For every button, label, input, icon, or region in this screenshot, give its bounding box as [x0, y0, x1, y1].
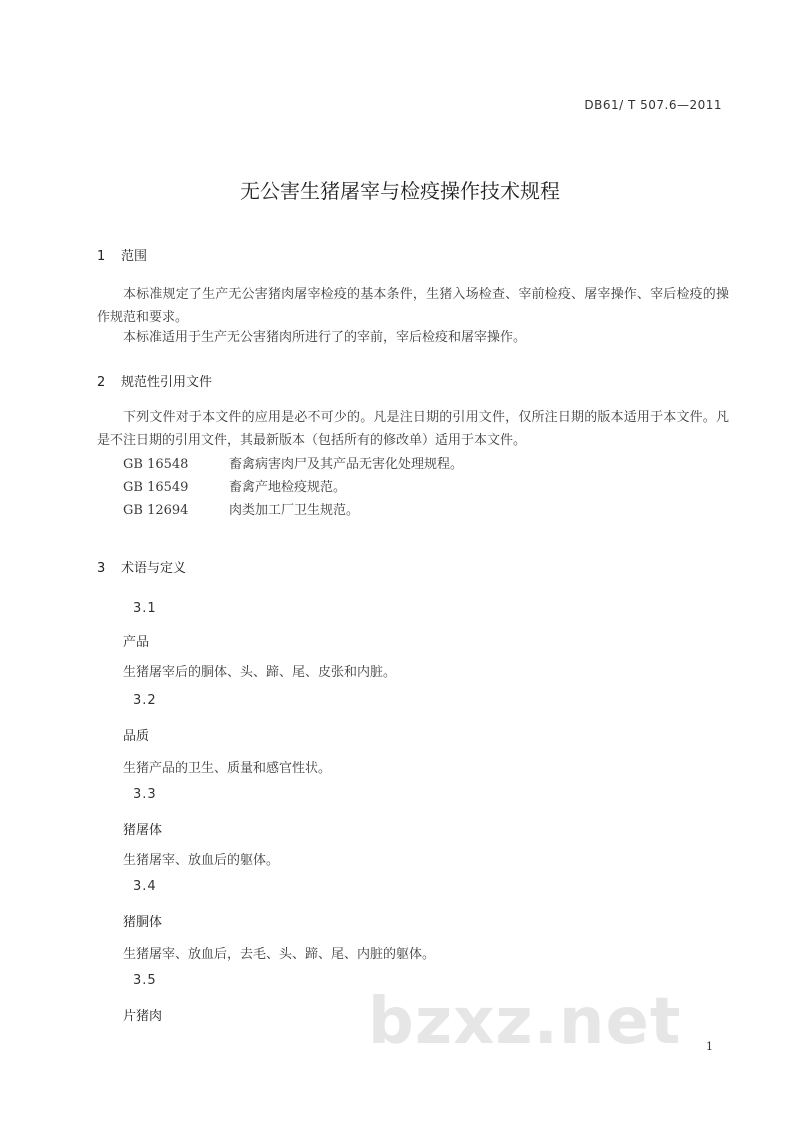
term-number: 3.4 — [133, 879, 157, 894]
term-name: 产品 — [123, 635, 150, 650]
reference-name: 畜禽产地检疫规范。 — [229, 480, 347, 495]
page-number: 1 — [706, 1040, 713, 1053]
section-1-paragraph-1: 本标准规定了生产无公害猪肉屠宰检疫的基本条件，生猪入场检查、宰前检疫、屠宰操作、宰后检疫的操作规范和要求。 — [97, 287, 729, 325]
term-number: 3.2 — [133, 693, 157, 708]
term-number: 3.1 — [133, 601, 157, 616]
reference-row — [123, 453, 463, 472]
section-number: 1 — [97, 249, 106, 264]
term-definition: 生猪屠宰、放血后的躯体。 — [123, 853, 280, 868]
section-number: 3 — [97, 561, 106, 576]
term-name: 猪胴体 — [123, 915, 163, 930]
section-heading-1 — [97, 245, 147, 264]
section-2-paragraph-1: 下列文件对于本文件的应用是必不可少的。凡是注日期的引用文件，仅所注日期的版本适用于本文件。凡是不注日期的引用文件，其最新版本（包括所有的修改单）适用于本文件。 — [97, 410, 729, 448]
standard-number: DB61/ T 507.6—2011 — [584, 98, 722, 112]
document-title: 无公害生猪屠宰与检疫操作技术规程 — [240, 179, 560, 203]
term-definition: 生猪产品的卫生、质量和感官性状。 — [123, 761, 332, 776]
reference-code: GB 12694 — [123, 503, 189, 518]
section-number: 2 — [97, 375, 106, 390]
section-heading-3 — [97, 557, 186, 576]
reference-name: 畜禽病害肉尸及其产品无害化处理规程。 — [229, 457, 464, 472]
reference-row — [123, 499, 359, 518]
watermark: bzxz.net — [368, 985, 682, 1059]
term-number: 3.3 — [133, 787, 157, 802]
term-definition: 生猪屠宰、放血后，去毛、头、蹄、尾、内脏的躯体。 — [123, 947, 436, 962]
reference-code: GB 16549 — [123, 480, 189, 495]
section-title: 规范性引用文件 — [121, 375, 213, 390]
section-title: 术语与定义 — [121, 561, 187, 576]
reference-code: GB 16548 — [123, 457, 189, 472]
reference-row — [123, 476, 346, 495]
term-name: 猪屠体 — [123, 823, 163, 838]
reference-name: 肉类加工厂卫生规范。 — [229, 503, 360, 518]
term-number: 3.5 — [133, 973, 157, 988]
section-heading-2 — [97, 371, 212, 390]
section-title: 范围 — [121, 249, 148, 264]
term-name: 片猪肉 — [123, 1009, 163, 1024]
term-name: 品质 — [123, 729, 150, 744]
term-definition: 生猪屠宰后的胴体、头、蹄、尾、皮张和内脏。 — [123, 665, 397, 680]
section-1-paragraph-2: 本标准适用于生产无公害猪肉所进行了的宰前，宰后检疫和屠宰操作。 — [123, 330, 527, 345]
